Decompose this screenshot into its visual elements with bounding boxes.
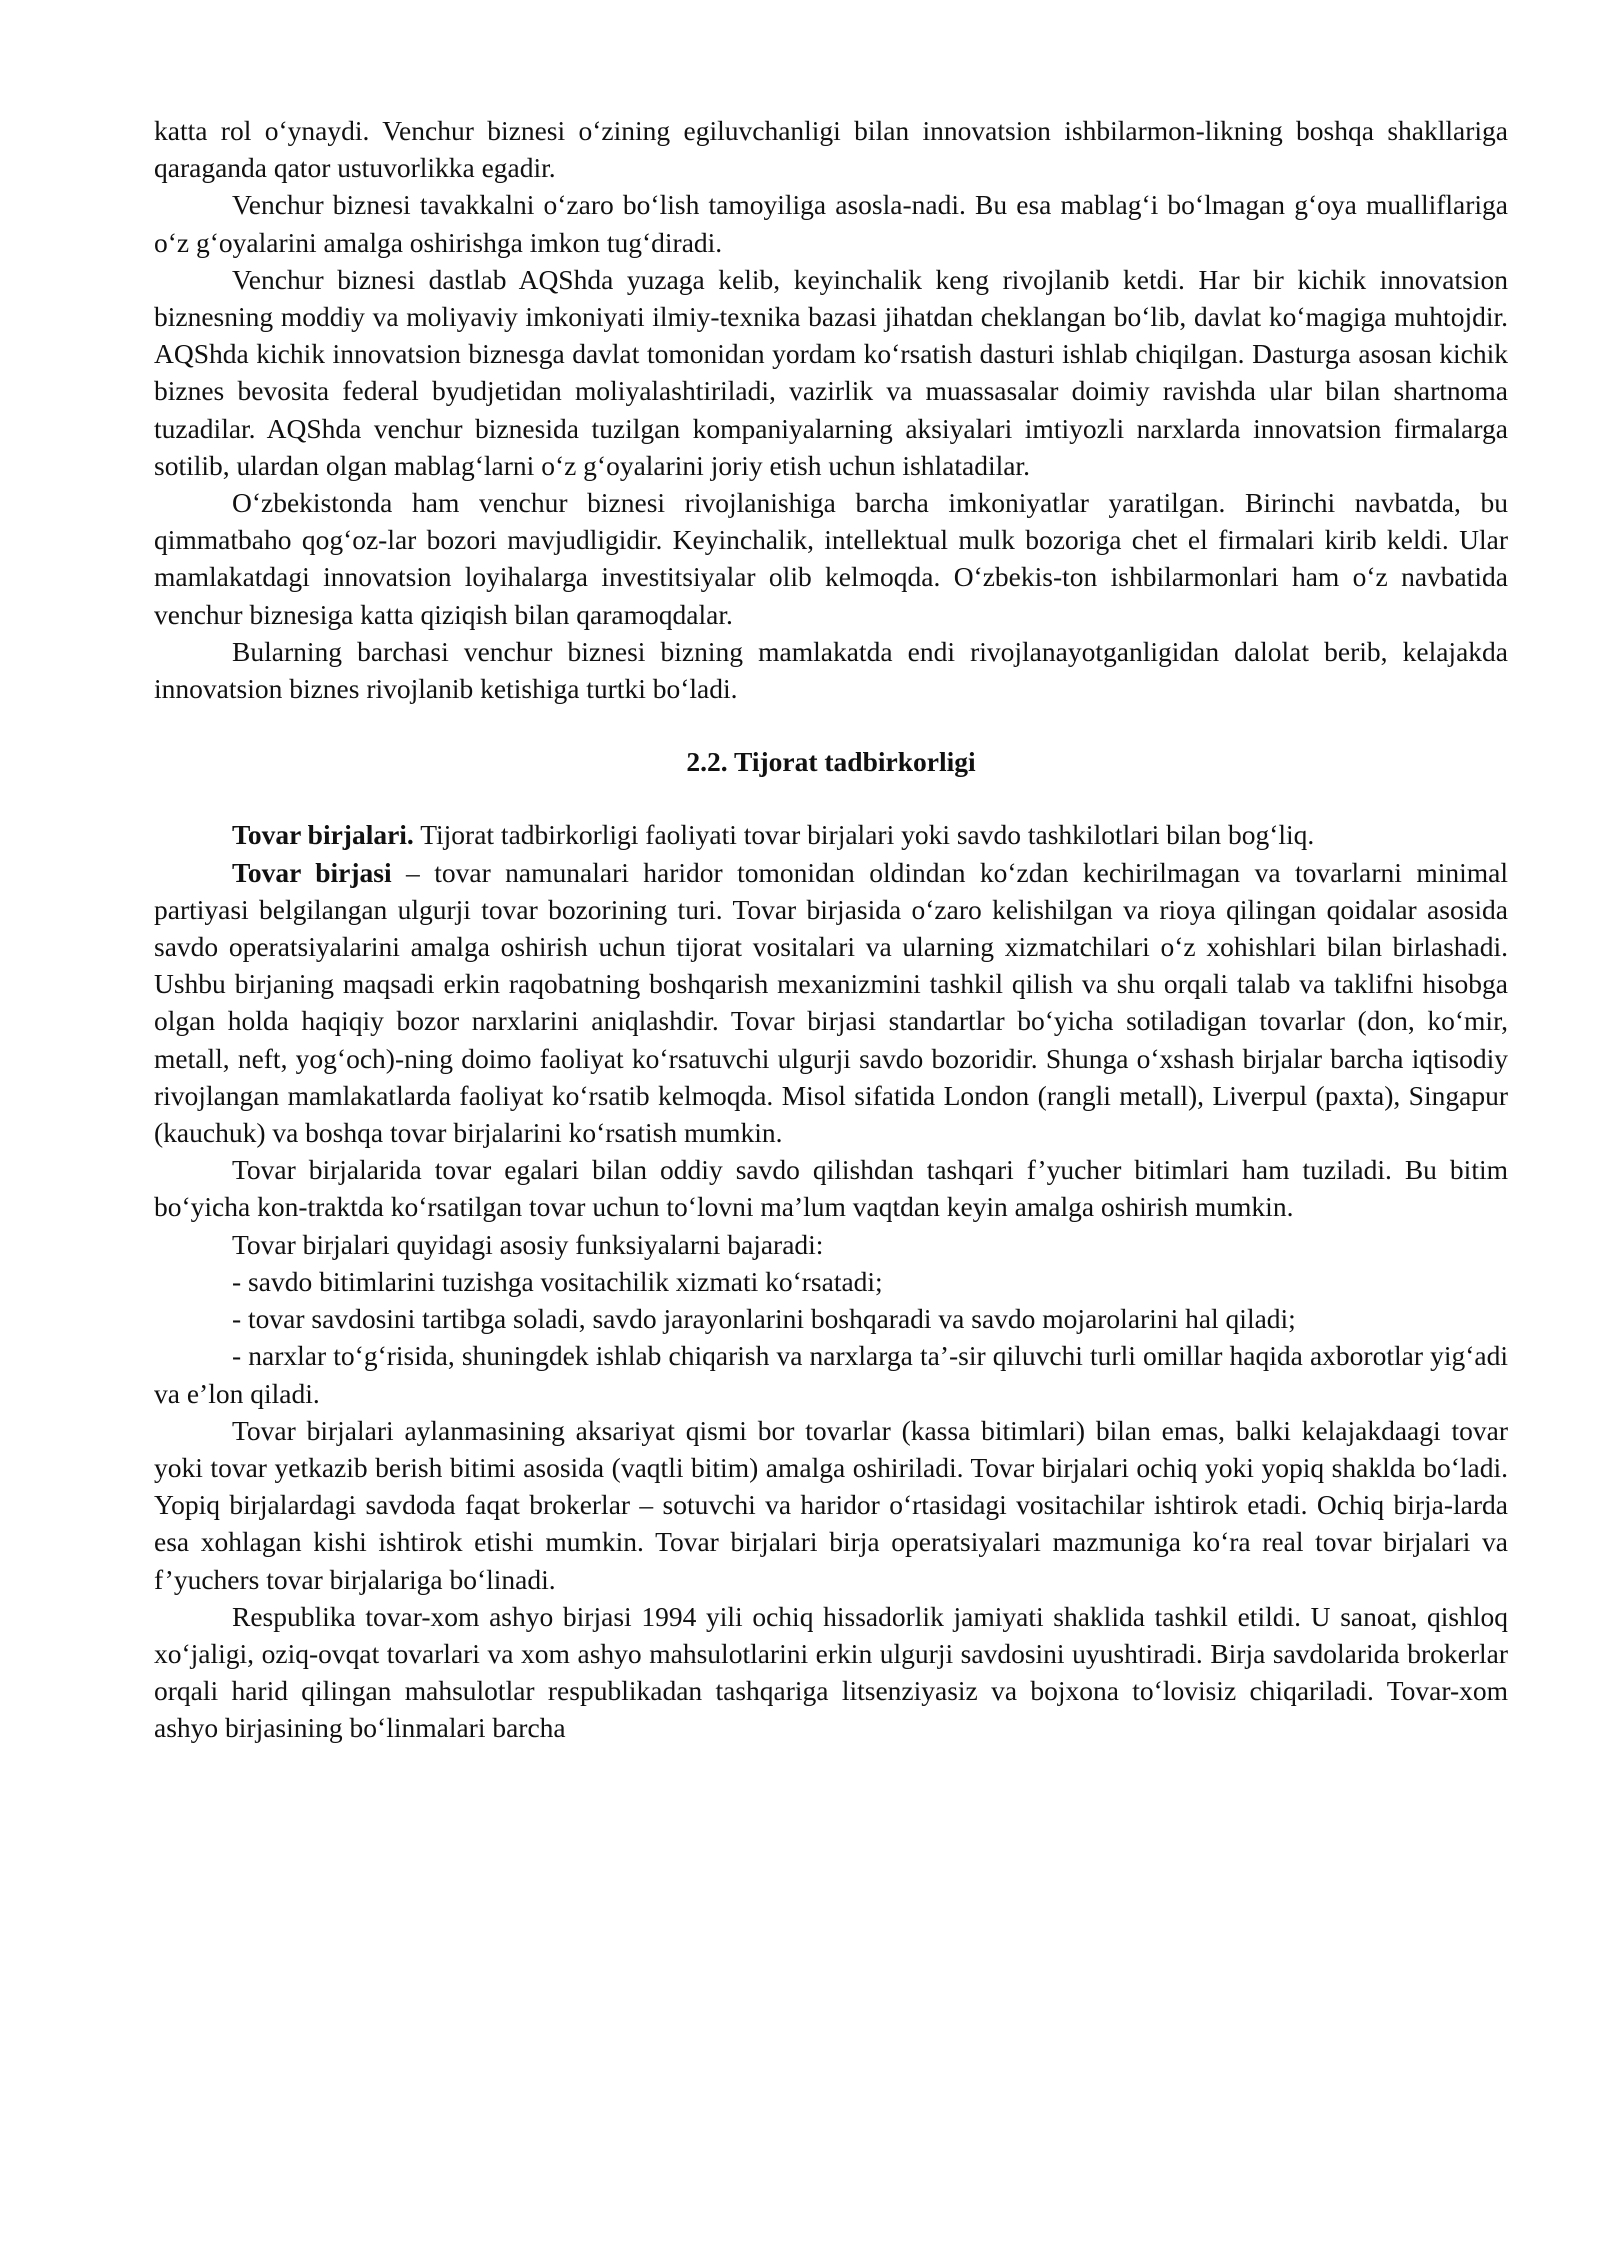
paragraph-tovar-birjasi xyxy=(154,854,1508,1152)
bold-term: Tovar birjalari. xyxy=(232,819,414,851)
bold-term: Tovar birjasi xyxy=(232,856,392,888)
paragraph: Tovar birjalarida tovar egalari bilan oddiy savdo qilishdan tashqari f’yucher bitimlari ham tuziladi. Bu bitim bo‘yicha kon-traktda ko‘rsatilgan tovar uchun to‘lovni ma’lum vaqtdan keyin amalga oshirish mumkin. xyxy=(154,1154,1508,1223)
paragraph: Tovar birjalari aylanmasining aksariyat qismi bor tovarlar (kassa bitimlari) bilan emas, balki kelajakdaagi tovar yoki tovar yetkazib berish bitimi asosida (vaqtli bitim) amalga oshiriladi. Tovar birjalari ochiq yoki yopiq shaklda bo‘ladi. Yopiq birjalardagi savdoda faqat brokerlar – sotuvchi va haridor o‘rtasidagi vositachilar ishtirok etadi. Ochiq birja-larda esa xohlagan kishi ishtirok etishi mumkin. Tovar birjalari birja operatsiyalari mazmuniga ko‘ra real tovar birjalari va f’yuchers tovar birjalariga bo‘linadi. xyxy=(154,1414,1508,1595)
paragraph-text: Tijorat tadbirkorligi faoliyati tovar birjalari yoki savdo tashkilotlari bilan bog‘liq. xyxy=(413,819,1315,851)
paragraph-tovar-birjalari xyxy=(154,816,1508,853)
paragraph: Tovar birjalari quyidagi asosiy funksiyalarni bajaradi: xyxy=(232,1228,824,1260)
list-item: - savdo bitimlarini tuzishga vositachilik xizmati ko‘rsatadi; xyxy=(232,1265,883,1297)
list-item: - tovar savdosini tartibga soladi, savdo jarayonlarini boshqaradi va savdo mojarolarini hal qiladi; xyxy=(232,1303,1296,1335)
paragraph-text: – tovar namunalari haridor tomonidan oldindan ko‘zdan kechirilmagan va tovarlarni minimal partiyasi belgilangan ulgurji tovar bozorining turi. Tovar birjasida o‘zaro kelishilgan va rioya qilingan qoidalar asosida savdo operatsiyalarini amalga oshirish uchun tijorat vositalari va ularning xizmatchilari o‘z xohishlari bilan birlashadi. Ushbu birjaning maqsadi erkin raqobatning boshqarish mexanizmini tashkil qilish va shu orqali talab va taklifni hisobga olgan holda haqiqiy bozor narxlarini aniqlashdir. Tovar birjasi standartlar bo‘yicha sotiladigan tovarlar (don, ko‘mir, metall, neft, yog‘och)-ning doimo faoliyat ko‘rsatuvchi ulgurji savdo bozoridir. Shunga o‘xshash birjalar barcha iqtisodiy rivojlangan mamlakatlarda faoliyat ko‘rsatib kelmoqda. Misol sifatida London (rangli metall), Liverpul (paxta), Singapur (kauchuk) va boshqa tovar birjalarini ko‘rsatish mumkin. xyxy=(154,856,1508,1149)
list-item: - narxlar to‘g‘risida, shuningdek ishlab chiqarish va narxlarga ta’-sir qiluvchi turli omillar haqida axborotlar yig‘adi va e’lon qiladi. xyxy=(154,1340,1508,1409)
paragraph: katta rol o‘ynaydi. Venchur biznesi o‘zining egiluvchanligi bilan innovatsion ishbilarmon-likning boshqa shakllariga qaraganda qator ustuvorlikka egadir. xyxy=(154,115,1508,184)
section-heading: 2.2. Tijorat tadbirkorligi xyxy=(686,746,976,778)
paragraph: Venchur biznesi tavakkalni o‘zaro bo‘lish tamoyiliga asosla-nadi. Bu esa mablag‘i bo‘lmagan g‘oya mualliflariga o‘z g‘oyalarini amalga oshirishga imkon tug‘diradi. xyxy=(154,189,1508,258)
paragraph: O‘zbekistonda ham venchur biznesi rivojlanishiga barcha imkoniyatlar yaratilgan. Birinchi navbatda, bu qimmatbaho qog‘oz-lar bozori mavjudligidir. Keyinchalik, intellektual mulk bozoriga chet el firmalari kirib keldi. Ular mamlakatdagi innovatsion loyihalarga investitsiyalar olib kelmoqda. O‘zbekis-ton ishbilarmonlari ham o‘z navbatida venchur biznesiga katta qiziqish bilan qaramoqdalar. xyxy=(154,487,1508,630)
paragraph: Venchur biznesi dastlab AQShda yuzaga kelib, keyinchalik keng rivojlanib ketdi. Har bir kichik innovatsion biznesning moddiy va moliyaviy imkoniyati ilmiy-texnika bazasi jihatdan cheklangan bo‘lib, davlat ko‘magiga muhtojdir. AQShda kichik innovatsion biznesga davlat tomonidan yordam ko‘rsatish dasturi ishlab chiqilgan. Dasturga asosan kichik biznes bevosita federal byudjetidan moliyalashtiriladi, vazirlik va muassasalar doimiy ravishda ular bilan shartnoma tuzadilar. AQShda venchur biznesida tuzilgan kompaniyalarning aksiyalari imtiyozli narxlarda innovatsion firmalarga sotilib, ulardan olgan mablag‘larni o‘z g‘oyalarini joriy etish uchun ishlatadilar. xyxy=(154,263,1508,481)
document-page xyxy=(154,112,1508,1747)
paragraph: Respublika tovar-xom ashyo birjasi 1994 yili ochiq hissadorlik jamiyati shaklida tashkil etildi. U sanoat, qishloq xo‘jaligi, oziq-ovqat tovarlari va xom ashyo mahsulotlarini erkin ulgurji savdosini uyushtiradi. Birja savdolarida brokerlar orqali harid qilingan mahsulotlar respublikadan tashqariga litsenziyasiz va bojxona to‘lovisiz chiqariladi. Tovar-xom ashyo birjasining bo‘linmalari barcha xyxy=(154,1600,1508,1744)
paragraph: Bularning barchasi venchur biznesi bizning mamlakatda endi rivojlanayotganligidan dalolat berib, kelajakda innovatsion biznes rivojlanib ketishiga turtki bo‘ladi. xyxy=(154,635,1508,705)
